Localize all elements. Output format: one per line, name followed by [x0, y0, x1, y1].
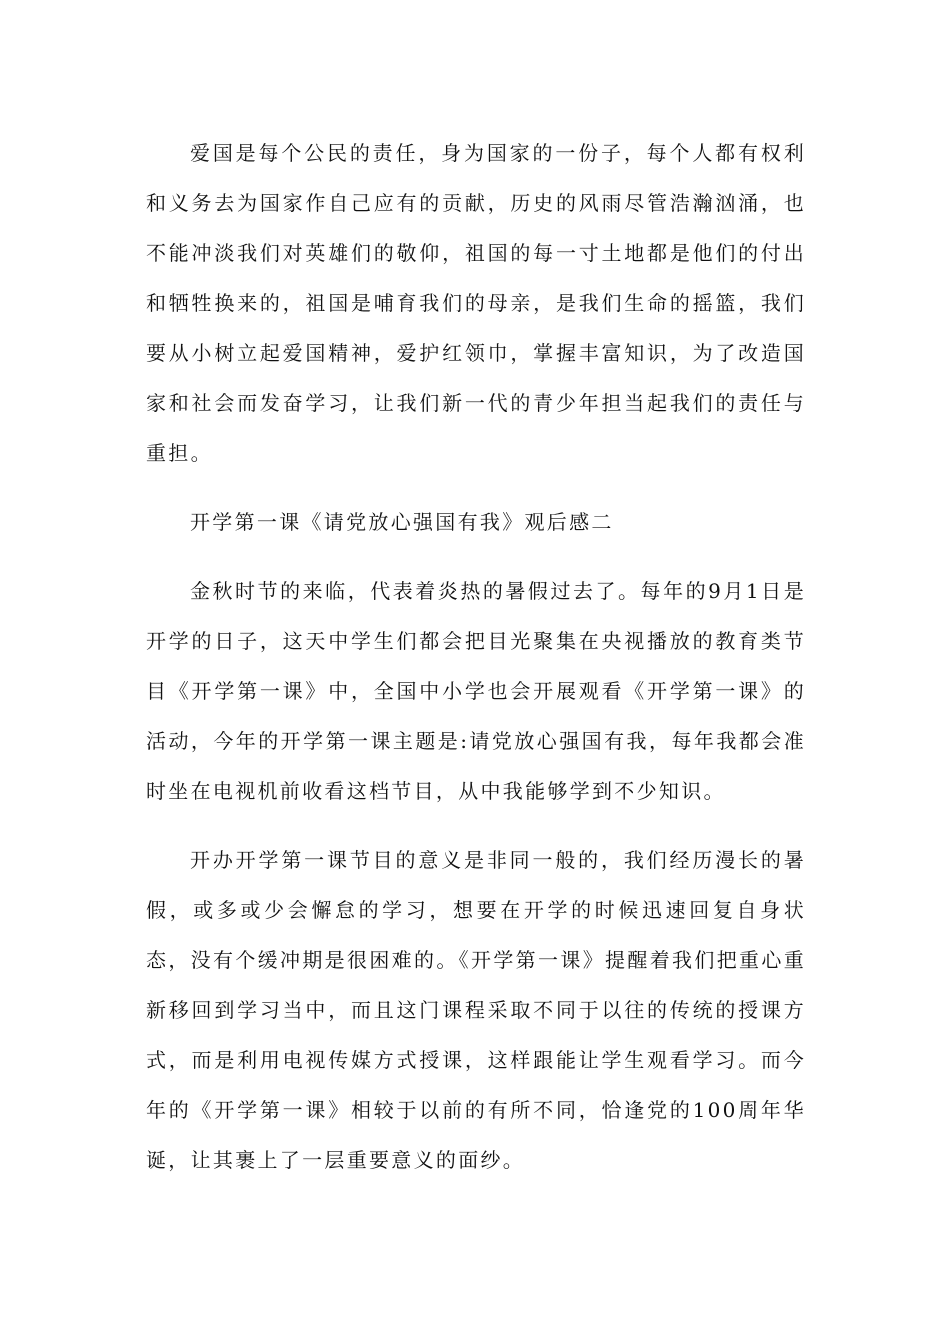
paragraph-significance: 开办开学第一课节目的意义是非同一般的，我们经历漫长的暑假，或多或少会懈怠的学习，想要在开学的时候迅速回复自身状态，没有个缓冲期是很困难的。《开学第一课》提醒着我们把重心重新移回到学习当中，而且这门课程采取不同于以往的传统的授课方式，而是利用电视传媒方式授课，这样跟能让学生观看学习。而今年的《开学第一课》相较于以前的有所不同，恰逢党的100周年华诞，让其裹上了一层重要意义的面纱。 — [146, 848, 806, 1172]
paragraph-patriotism: 爱国是每个公民的责任，身为国家的一份子，每个人都有权利和义务去为国家作自己应有的贡献，历史的风雨尽管浩瀚汹涌，也不能冲淡我们对英雄们的敬仰，祖国的每一寸土地都是他们的付出和牺牲换来的，祖国是哺育我们的母亲，是我们生命的摇篮，我们要从小树立起爱国精神，爱护红领巾，掌握丰富知识，为了改造国家和社会而发奋学习，让我们新一代的青少年担当起我们的责任与重担。 — [146, 141, 806, 465]
section-heading: 开学第一课《请党放心强国有我》观后感二 — [190, 510, 614, 534]
document-body — [146, 128, 806, 1185]
paragraph-autumn: 金秋时节的来临，代表着炎热的暑假过去了。每年的9月1日是开学的日子，这天中学生们都会把目光聚集在央视播放的教育类节目《开学第一课》中，全国中小学也会开展观看《开学第一课》的活动，今年的开学第一课主题是:请党放心强国有我，每年我都会准时坐在电视机前收看这档节目，从中我能够学到不少知识。 — [146, 579, 806, 803]
